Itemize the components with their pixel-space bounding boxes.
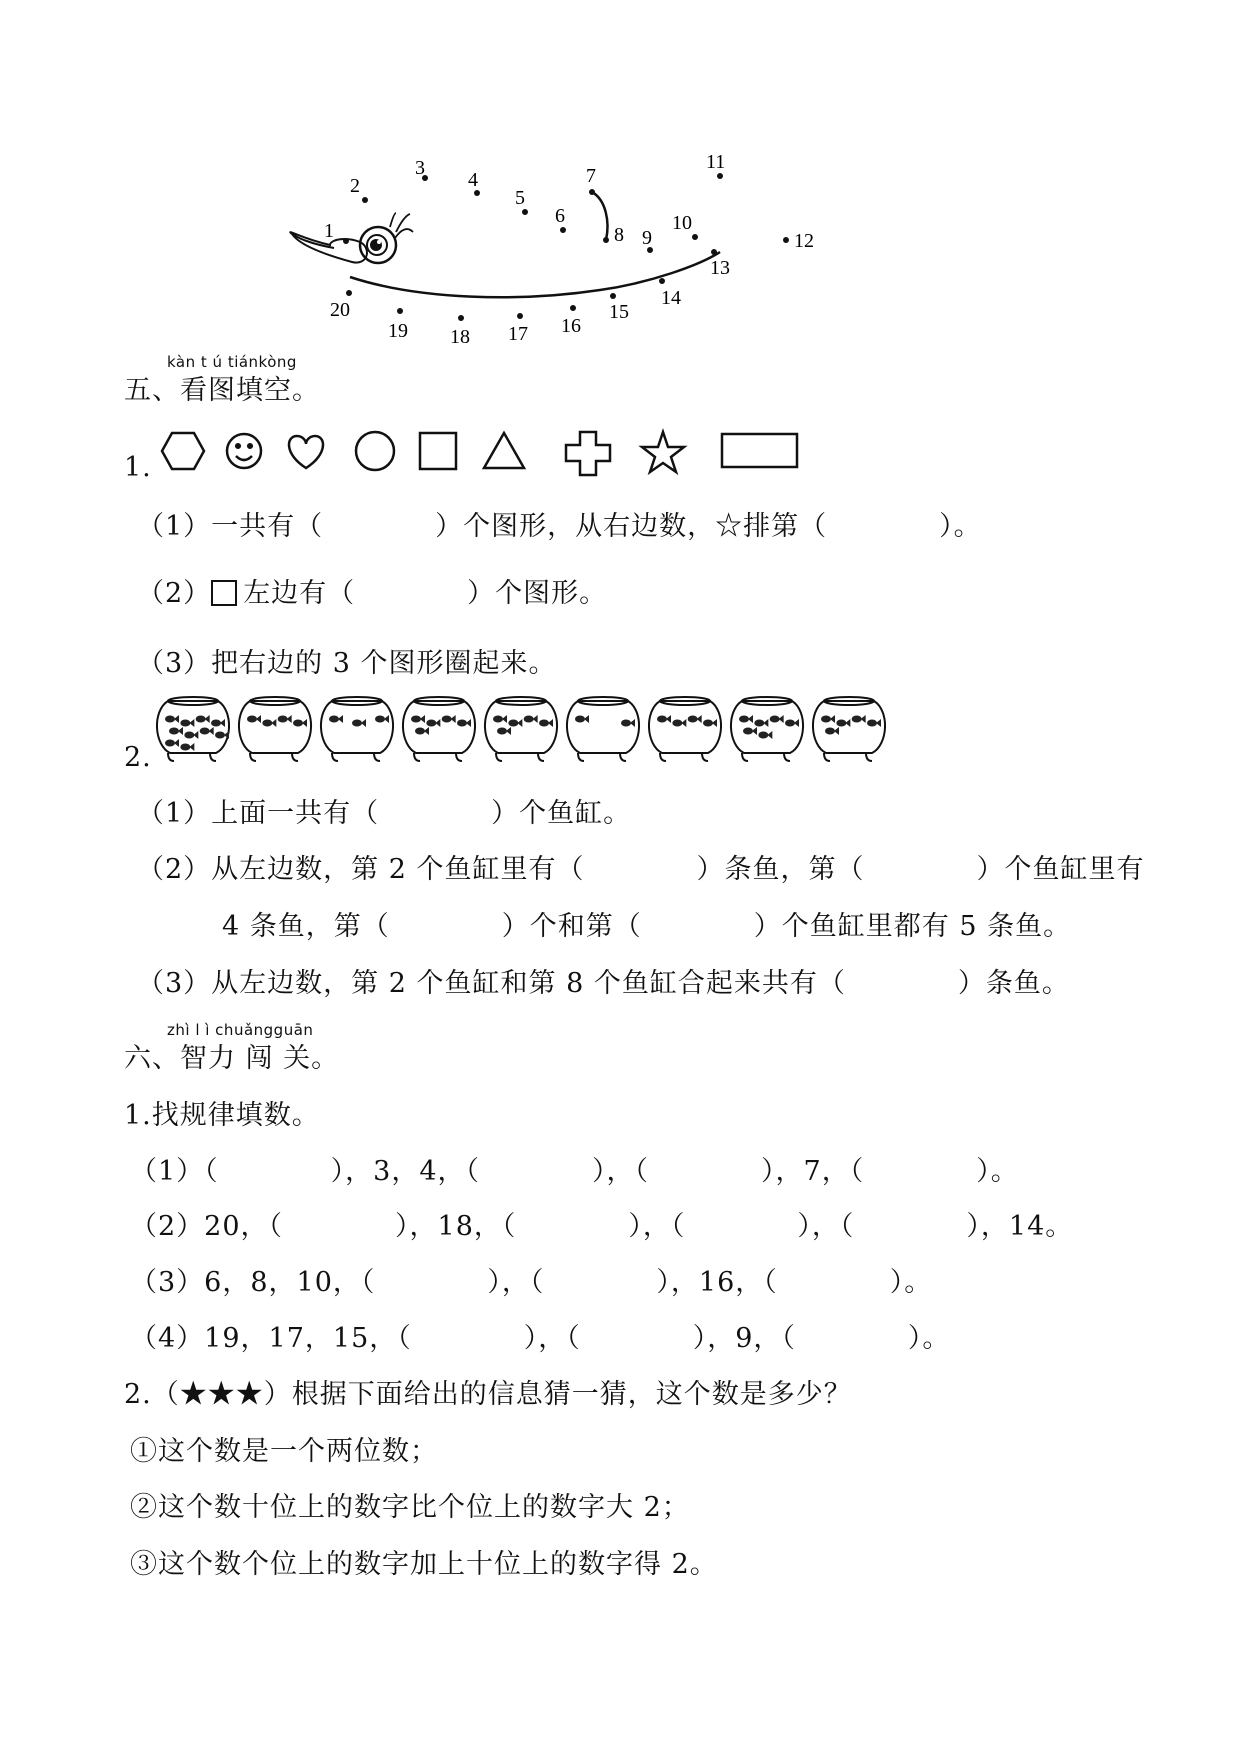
- cross-icon: [566, 432, 610, 475]
- fish-dot-puzzle: [0, 0, 1241, 360]
- fish-icon: [703, 720, 713, 727]
- q2-part2a: （2）从左边数，第 2 个鱼缸里有（ ）条鱼，第（ ）个鱼缸里有: [137, 854, 1145, 885]
- fish-icon: [169, 728, 179, 735]
- fish-icon: [200, 728, 210, 735]
- point-label: 2: [350, 175, 360, 197]
- fish-points: [324, 151, 814, 348]
- rectangle-icon: [722, 434, 797, 467]
- fish-fin-line: [592, 192, 607, 240]
- pattern-row-2: （2）20，（ ），18，（ ），（ ），（ ），14。: [130, 1211, 1074, 1242]
- fish-icon: [508, 720, 518, 727]
- fish-icon: [180, 744, 190, 751]
- point-label: 13: [710, 257, 730, 279]
- fish-icon: [867, 720, 877, 727]
- fish-icon: [493, 716, 503, 723]
- fish-icon: [497, 728, 507, 735]
- fishbowl: [321, 697, 393, 761]
- fish-icon: [575, 716, 585, 723]
- fishbowl: [731, 697, 803, 761]
- point-label: 5: [515, 187, 525, 209]
- point-label: 12: [794, 230, 814, 252]
- q1-part2-text: 左边有（ ）个图形。: [243, 578, 608, 609]
- fish-icon: [262, 720, 272, 727]
- fish-icon: [329, 716, 339, 723]
- point-label: 16: [561, 315, 581, 337]
- point-label: 1: [324, 220, 334, 242]
- point-label: 17: [508, 323, 528, 345]
- fish-icon: [457, 720, 467, 727]
- q2-part3: （3）从左边数，第 2 个鱼缸和第 8 个鱼缸合起来共有（ ）条鱼。: [137, 968, 1070, 999]
- fishbowl-row: [154, 693, 914, 765]
- fish-icon: [247, 716, 257, 723]
- clue-3: ③这个数个位上的数字加上十位上的数字得 2。: [130, 1549, 718, 1580]
- q2-number: 2.: [124, 742, 152, 773]
- square-icon: [211, 580, 237, 606]
- fish-icon: [539, 720, 549, 727]
- fish-icon: [657, 716, 667, 723]
- square-icon: [420, 433, 456, 469]
- point-label: 4: [468, 169, 478, 191]
- fish-icon: [770, 716, 780, 723]
- fish-icon: [825, 728, 835, 735]
- hexagon-icon: [162, 433, 204, 469]
- point-label: 3: [415, 157, 425, 179]
- point-label: 11: [706, 151, 726, 173]
- fish-icon: [375, 716, 385, 723]
- fishbowl: [567, 697, 639, 761]
- pattern-row-1: （1）（ ），3，4，（ ），（ ），7，（ ）。: [130, 1156, 1019, 1187]
- fishbowl: [813, 697, 885, 761]
- pattern-title: 1.找规律填数。: [124, 1100, 320, 1131]
- point-label: 20: [330, 299, 350, 321]
- fish-icon: [415, 728, 425, 735]
- section5-title: 五、看图填空。: [124, 375, 320, 406]
- fish-icon: [293, 720, 303, 727]
- clue-1: ①这个数是一个两位数；: [130, 1436, 438, 1467]
- fish-icon: [184, 732, 194, 739]
- section5-pinyin: kàn t ú tiánkòng: [167, 353, 297, 371]
- shape-row: [150, 420, 810, 480]
- fish-icon: [743, 728, 753, 735]
- section6-pinyin: zhì l ì chuǎngguān: [167, 1021, 314, 1039]
- fish-icon: [442, 716, 452, 723]
- fish-icon: [785, 720, 795, 727]
- q1-number: 1.: [124, 452, 152, 483]
- point-label: 9: [642, 227, 652, 249]
- guess-title: 2.（★★★）根据下面给出的信息猜一猜，这个数是多少？: [124, 1379, 852, 1410]
- triangle-icon: [484, 433, 524, 468]
- clue-2: ②这个数十位上的数字比个位上的数字大 2；: [130, 1492, 690, 1523]
- point-label: 8: [614, 224, 624, 246]
- fish-icon: [165, 716, 175, 723]
- fish-icon: [411, 716, 421, 723]
- heart-icon: [289, 436, 323, 468]
- fish-icon: [278, 716, 288, 723]
- fishbowl: [485, 697, 557, 761]
- fish-icon: [524, 716, 534, 723]
- fish-icon: [836, 720, 846, 727]
- section6-title: 六、智力 闯 关。: [124, 1043, 340, 1074]
- pattern-row-3: （3）6，8，10，（ ），（ ），16，（ ）。: [130, 1267, 933, 1298]
- q1-part3: （3）把右边的 3 个图形圈起来。: [137, 648, 557, 679]
- fish-icon: [672, 720, 682, 727]
- fishbowl: [239, 697, 311, 761]
- fish-icon: [758, 732, 768, 739]
- q1-part2-prefix: （2）: [137, 578, 212, 609]
- fish-icon: [688, 716, 698, 723]
- fish-eye: [360, 213, 413, 263]
- fish-icon: [426, 720, 436, 727]
- smiley-icon: [227, 434, 261, 468]
- fishbowl: [157, 697, 229, 761]
- fishbowl: [649, 697, 721, 761]
- fish-icon: [821, 716, 831, 723]
- q2-part2b: 4 条鱼，第（ ）个和第（ ）个鱼缸里都有 5 条鱼。: [222, 911, 1072, 942]
- fish-icon: [739, 716, 749, 723]
- point-label: 7: [586, 165, 596, 187]
- circle-icon: [356, 432, 394, 470]
- fish-icon: [215, 732, 225, 739]
- star-icon: [642, 432, 684, 472]
- point-label: 19: [388, 320, 408, 342]
- point-label: 6: [555, 205, 565, 227]
- fish-icon: [352, 720, 362, 727]
- point-label: 15: [609, 301, 629, 323]
- q1-part1: （1）一共有（ ）个图形，从右边数，☆排第（ ）。: [137, 511, 982, 542]
- point-label: 18: [450, 326, 470, 348]
- q1-part2: [137, 571, 607, 610]
- fish-icon: [196, 716, 206, 723]
- q2-part1: （1）上面一共有（ ）个鱼缸。: [137, 798, 632, 829]
- fishbowl: [403, 697, 475, 761]
- fish-icon: [180, 720, 190, 727]
- fish-icon: [754, 720, 764, 727]
- fish-icon: [852, 716, 862, 723]
- fish-icon: [165, 740, 175, 747]
- fish-icon: [621, 720, 631, 727]
- fish-icon: [211, 720, 221, 727]
- point-label: 10: [672, 212, 692, 234]
- point-label: 14: [661, 287, 681, 309]
- pattern-row-4: （4）19，17，15，（ ），（ ），9，（ ）。: [130, 1323, 951, 1354]
